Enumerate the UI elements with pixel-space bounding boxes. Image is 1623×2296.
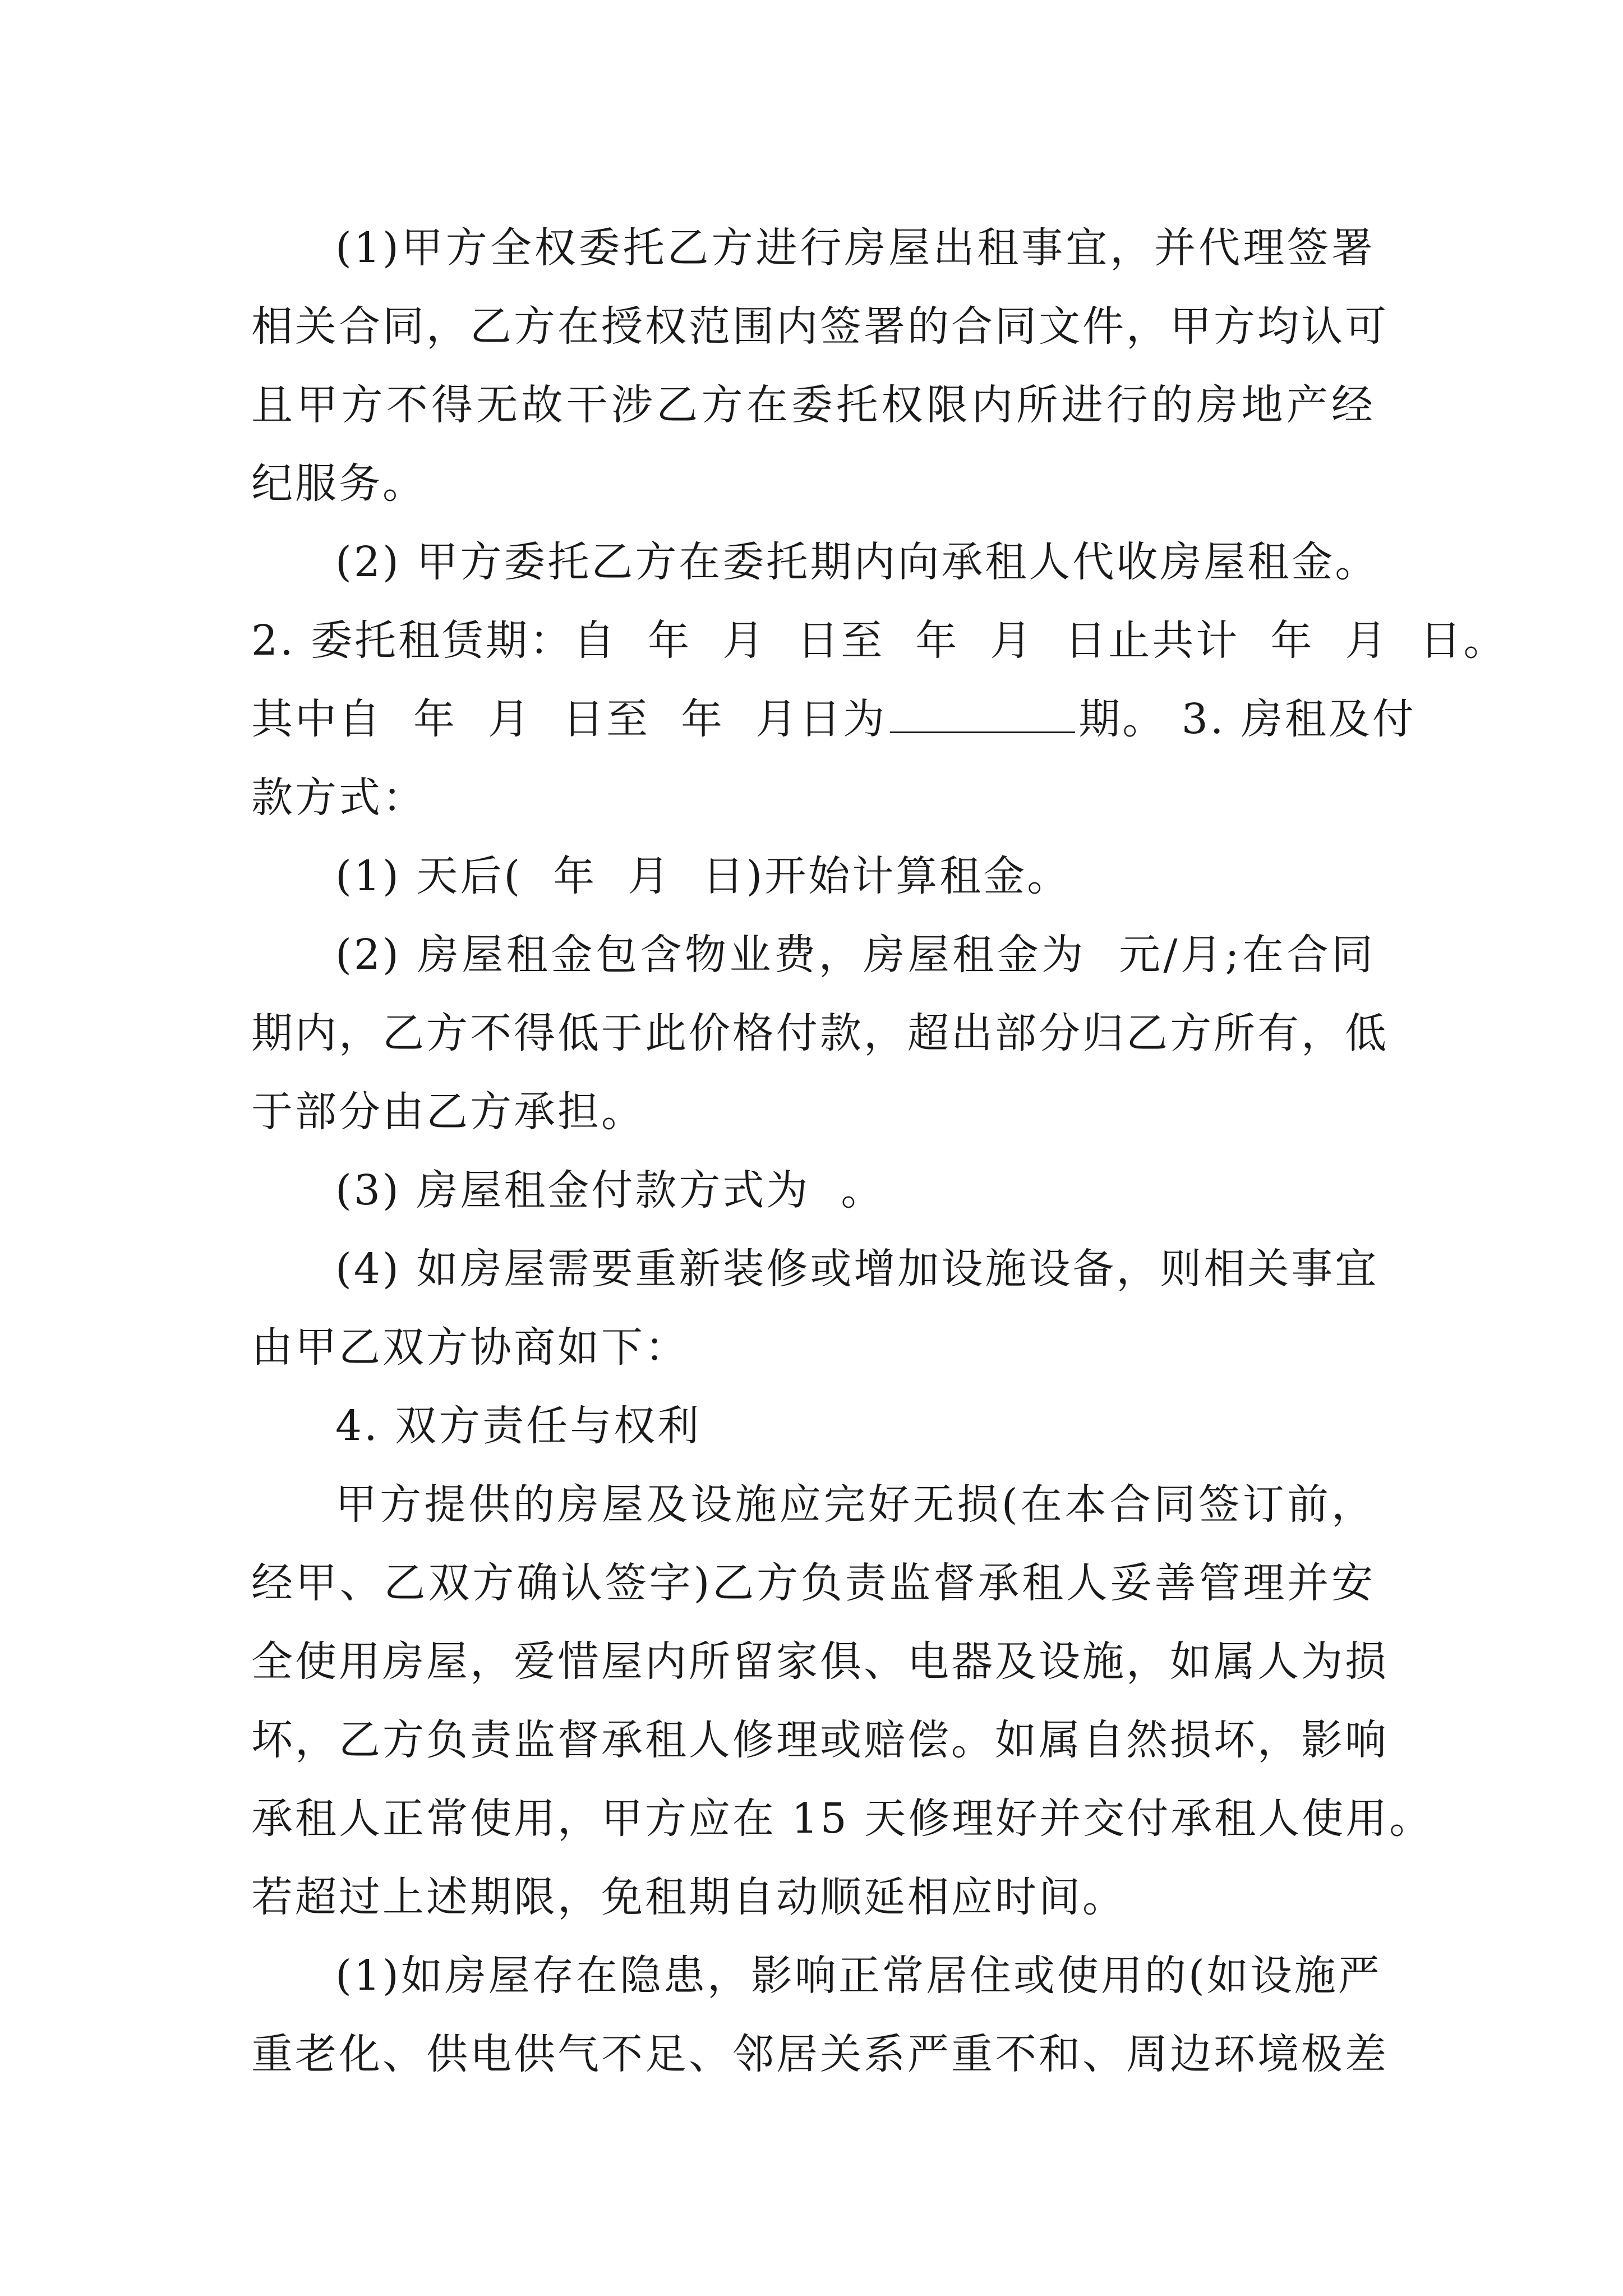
text-line: (1)如房屋存在隐患，影响正常居住或使用的(如设施严 — [335, 1952, 1382, 2000]
text-segment: 期。 3. 房租及付 — [1078, 695, 1416, 743]
text-line: 重老化、供电供气不足、邻居关系严重不和、周边环境极差 — [251, 2030, 1389, 2078]
text-line: 且甲方不得无故干涉乙方在委托权限内所进行的房地产经 — [251, 381, 1375, 429]
document-body — [251, 209, 1507, 2093]
text-line: 由甲乙双方协商如下： — [251, 1323, 689, 1372]
text-line: 纪服务。 — [251, 459, 426, 508]
text-line: (4) 如房屋需要重新装修或增加设施设备，则相关事宜 — [335, 1245, 1379, 1293]
text-line: 经甲、乙双方确认签字)乙方负责监督承租人妥善管理并安 — [251, 1559, 1375, 1607]
fill-in-blank — [890, 690, 1075, 733]
text-line: 相关合同，乙方在授权范围内签署的合同文件，甲方均认可 — [251, 302, 1389, 351]
text-line-with-blank — [251, 680, 1416, 758]
text-line: (2) 房屋租金包含物业费，房屋租金为 元/月;在合同 — [335, 931, 1375, 979]
text-line: 期内，乙方不得低于此价格付款，超出部分归乙方所有，低 — [251, 1009, 1389, 1057]
text-line: 若超过上述期限，免租期自动顺延相应时间。 — [251, 1873, 1126, 1921]
text-line: 款方式： — [251, 774, 426, 822]
text-line: 承租人正常使用，甲方应在 15 天修理好并交付承租人使用。 — [251, 1795, 1433, 1843]
text-line: (3) 房屋租金付款方式为 。 — [335, 1166, 885, 1214]
text-segment: 其中自 年 月 日至 年 月日为 — [251, 695, 887, 743]
text-line: (1) 天后( 年 月 日)开始计算租金。 — [335, 852, 1071, 900]
section-heading: 4. 双方责任与权利 — [335, 1402, 702, 1450]
text-line: 于部分由乙方承担。 — [251, 1088, 645, 1136]
text-line: (1)甲方全权委托乙方进行房屋出租事宜，并代理签署 — [335, 224, 1375, 272]
text-line: 2. 委托租赁期：自 年 月 日至 年 月 日止共计 年 月 日。 — [251, 616, 1507, 665]
text-line: (2) 甲方委托乙方在委托期内向承租人代收房屋租金。 — [335, 538, 1379, 586]
text-line: 甲方提供的房屋及设施应完好无损(在本合同签订前， — [335, 1480, 1375, 1529]
text-line: 坏，乙方负责监督承租人修理或赔偿。如属自然损坏，影响 — [251, 1716, 1389, 1764]
text-line: 全使用房屋，爱惜屋内所留家俱、电器及设施，如属人为损 — [251, 1637, 1389, 1686]
